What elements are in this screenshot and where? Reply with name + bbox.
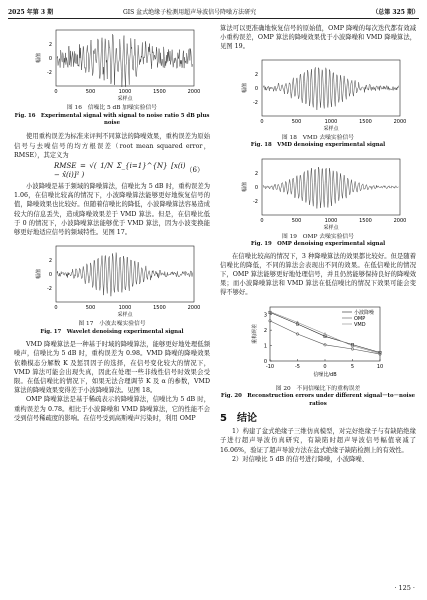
plot-frame [262, 159, 400, 215]
fig19-caption-cn: 图 19 OMP 去噪实验信号 [281, 233, 355, 240]
figure-17 [14, 240, 210, 336]
signal-trace [263, 167, 399, 209]
left-paragraph-2: 小波降噪是基于频域的降噪算法，信噪比为 5 dB 时，重构误差为 1.06，在信噪比较高的情况下，小波降噪算法能够更好地恢复信号的值，降噪效果也比较好。但随着信噪比的降低，小波降噪算法容易造成较大的信息丢失，造成降噪效果差于 VMD 算法。但是，在信噪比低于 0 的情况下，小波降噪算法能够优于 VMD 算法，因为小波变换能够更好地适应信号的频域特性。见图 17。 [14, 183, 210, 237]
fig18-caption-cn: 图 18 VMD 去噪实验信号 [281, 134, 355, 141]
y-tick-label: 0 [263, 358, 267, 365]
y-tick-label: -2 [47, 69, 52, 76]
right-column [220, 24, 416, 464]
y-tick-label: 0 [254, 184, 258, 191]
figure-19 [220, 153, 416, 249]
x-tick-label: 0 [260, 118, 264, 125]
signal-trace [57, 34, 193, 87]
fig17-caption-en: Fig. 17 Wavelet denoising experimental signal [40, 328, 184, 335]
y-axis-label: 幅值 [36, 52, 42, 64]
y-tick-label: 0 [48, 272, 52, 279]
x-tick-label: 10 [376, 363, 384, 370]
right-paragraph-0: 算法可以更准确地恢复信号的原始值，OMP 降噪的每次迭代都有效减小重构误差，OMP 算法的降噪效果优于小波降噪和 VMD 降噪算法，见图 19。 [220, 25, 416, 51]
left-paragraph-3: VMD 降噪算法是一种基于时域的降噪算法，能够更好地处理低频噪声，信噪比为 5 dB 时，重构误差为 0.98。VMD 降噪的降噪效果依赖模态分解数 K 及惩罚因子的选择，在信号变化较大的情况下，VMD 算法可能会出现失真，因此在处理一些非线性信号时效果会受限。在低信噪比的情况下，如果无法合理调节 K 及 α 的参数，VMD 算法的降噪效果变得差于小波降噪算法。见图 18。 [14, 341, 210, 395]
figure-18 [220, 54, 416, 150]
y-axis-label: 幅值 [36, 269, 42, 280]
y-axis-label: 幅值 [242, 82, 248, 93]
y-tick-label: 1 [263, 343, 267, 350]
header-left: 2025 年第 3 期 [8, 9, 54, 16]
x-tick-label: 0 [54, 89, 58, 95]
equation-number: （6） [185, 166, 204, 175]
x-axis-label: 采样点 [323, 224, 339, 231]
fig16-plot [14, 24, 210, 102]
legend-label: 小波降噪 [354, 309, 375, 316]
left-column [14, 24, 210, 423]
equation-6 [14, 160, 210, 182]
x-tick-label: 2000 [187, 89, 201, 95]
section-5-heading [220, 414, 416, 423]
y-axis-label: 重构误差 [252, 323, 258, 344]
y-tick-label: 0 [48, 55, 52, 62]
figure-20 [220, 301, 416, 408]
fig17-plot [14, 240, 210, 318]
y-tick-label: 2 [48, 41, 52, 48]
x-tick-label: 2000 [187, 305, 201, 312]
x-axis-label: 采样点 [117, 312, 133, 319]
fig19-caption-en: Fig. 19 OMP denoising experimental signal [250, 241, 386, 248]
y-tick-label: -2 [253, 99, 258, 106]
section-5-title: 结论 [236, 413, 257, 425]
running-header [8, 6, 419, 19]
x-tick-label: 1500 [359, 217, 372, 224]
x-tick-label: 1000 [118, 305, 132, 312]
y-axis-label: 幅值 [242, 181, 248, 192]
header-right: （总第 325 期） [372, 9, 419, 16]
x-axis-label: 采样点 [117, 96, 133, 102]
x-tick-label: 0 [54, 305, 58, 312]
x-tick-label: 1500 [153, 89, 166, 95]
fig18-plot [220, 54, 416, 132]
fig18-caption-en: Fig. 18 VMD denoising experimental signal [250, 142, 386, 149]
y-tick-label: 2 [254, 170, 258, 177]
x-tick-label: 500 [85, 305, 96, 312]
y-tick-label: -2 [47, 286, 52, 293]
conclusion-1: 1）构建了盆式绝缘子三维仿真模型，对完好绝缘子与有缺陷绝缘子进行超声导波仿真研究，有缺陷时超声导波信号幅值衰减了 16.06%，验证了超声导波方法在盆式绝缘子缺陷检测上的有效性。 [220, 428, 416, 454]
x-tick-label: 1500 [359, 118, 372, 125]
fig20-chart [220, 301, 416, 383]
x-tick-label: 0 [260, 217, 264, 224]
fig20-caption-en: Fig. 20 Reconstruction errors under different signal－to－noise ratios [220, 393, 416, 407]
y-tick-label: 2 [48, 258, 52, 265]
x-tick-label: 500 [291, 118, 302, 125]
x-tick-label: 0 [323, 363, 327, 370]
section-5-number: 5 [220, 413, 227, 425]
x-tick-label: 1000 [324, 217, 338, 224]
x-tick-label: 500 [85, 89, 96, 95]
y-tick-label: 3 [263, 312, 267, 319]
x-tick-label: 500 [291, 217, 302, 224]
x-axis-label: 信噪比/dB [313, 371, 337, 378]
x-axis-label: 采样点 [323, 125, 339, 132]
fig17-caption-cn: 图 17 小波去噪实验信号 [78, 321, 146, 328]
x-tick-label: -5 [295, 363, 300, 370]
x-tick-label: -10 [265, 363, 275, 370]
x-tick-label: 1000 [118, 89, 132, 95]
x-tick-label: 1500 [153, 305, 166, 312]
legend-label: OMP [354, 315, 366, 322]
figure-16 [14, 24, 210, 127]
x-tick-label: 2000 [393, 118, 407, 125]
conclusion-2: 2）对信噪比 5 dB 的信号进行降噪，小波降噪、 [232, 455, 369, 463]
page-number: · 125 · [394, 584, 415, 592]
fig19-plot [220, 153, 416, 231]
fig20-caption-cn: 图 20 不同信噪比下的重构误差 [275, 385, 361, 392]
x-tick-label: 1000 [324, 118, 338, 125]
left-paragraph-4: OMP 降噪算法是基于稀疏表示的降噪算法，信噪比为 5 dB 时，重构误差为 0.78。相比于小波降噪和 VMD 降噪算法，它的性能不会受到信号稀疏度的影响。在信号受到高斯噪声污染时，利用 OMP [14, 396, 210, 422]
equation-rmse: RMSE = √( 1/N Σ_{i=1}^{N} [x(i) − x̂(i)]² ) [54, 161, 186, 180]
fig16-caption-cn: 图 16 信噪比 5 dB 加噪实验信号 [66, 105, 158, 112]
fig16-caption-en: Fig. 16 Experimental signal with signal to noise ratio 5 dB plus noise [14, 112, 210, 127]
right-paragraph-1: 在信噪比较高的情况下，3 种降噪算法的效果都比较好。但是随着信噪比的降低，不同的算法会表现出不同的效果。在低信噪比的情况下，OMP 算法能够更好地处理信号，并且仍然能够保持良好的降噪效果；而小波降噪算法和 VMD 算法在低信噪比的情况下效果可能会变得不够好。 [220, 252, 416, 297]
y-tick-label: 2 [254, 71, 258, 78]
signal-trace [57, 253, 193, 297]
signal-trace [263, 67, 399, 110]
left-paragraph-1: 使用重构误差为标准来评判不同算法的降噪效果，重构误差为原始信号与去噪信号的均方根误差（root mean squared error，RMSE），其定义为 [14, 133, 210, 159]
y-tick-label: 2 [263, 327, 267, 334]
legend-label: VMD [354, 321, 366, 328]
header-center: GIS 盆式绝缘子检测用超声导波信号降噪方法研究 [123, 9, 257, 16]
x-tick-label: 5 [350, 363, 355, 370]
y-tick-label: 0 [254, 85, 258, 92]
y-tick-label: -2 [253, 198, 258, 205]
x-tick-label: 2000 [393, 217, 407, 224]
